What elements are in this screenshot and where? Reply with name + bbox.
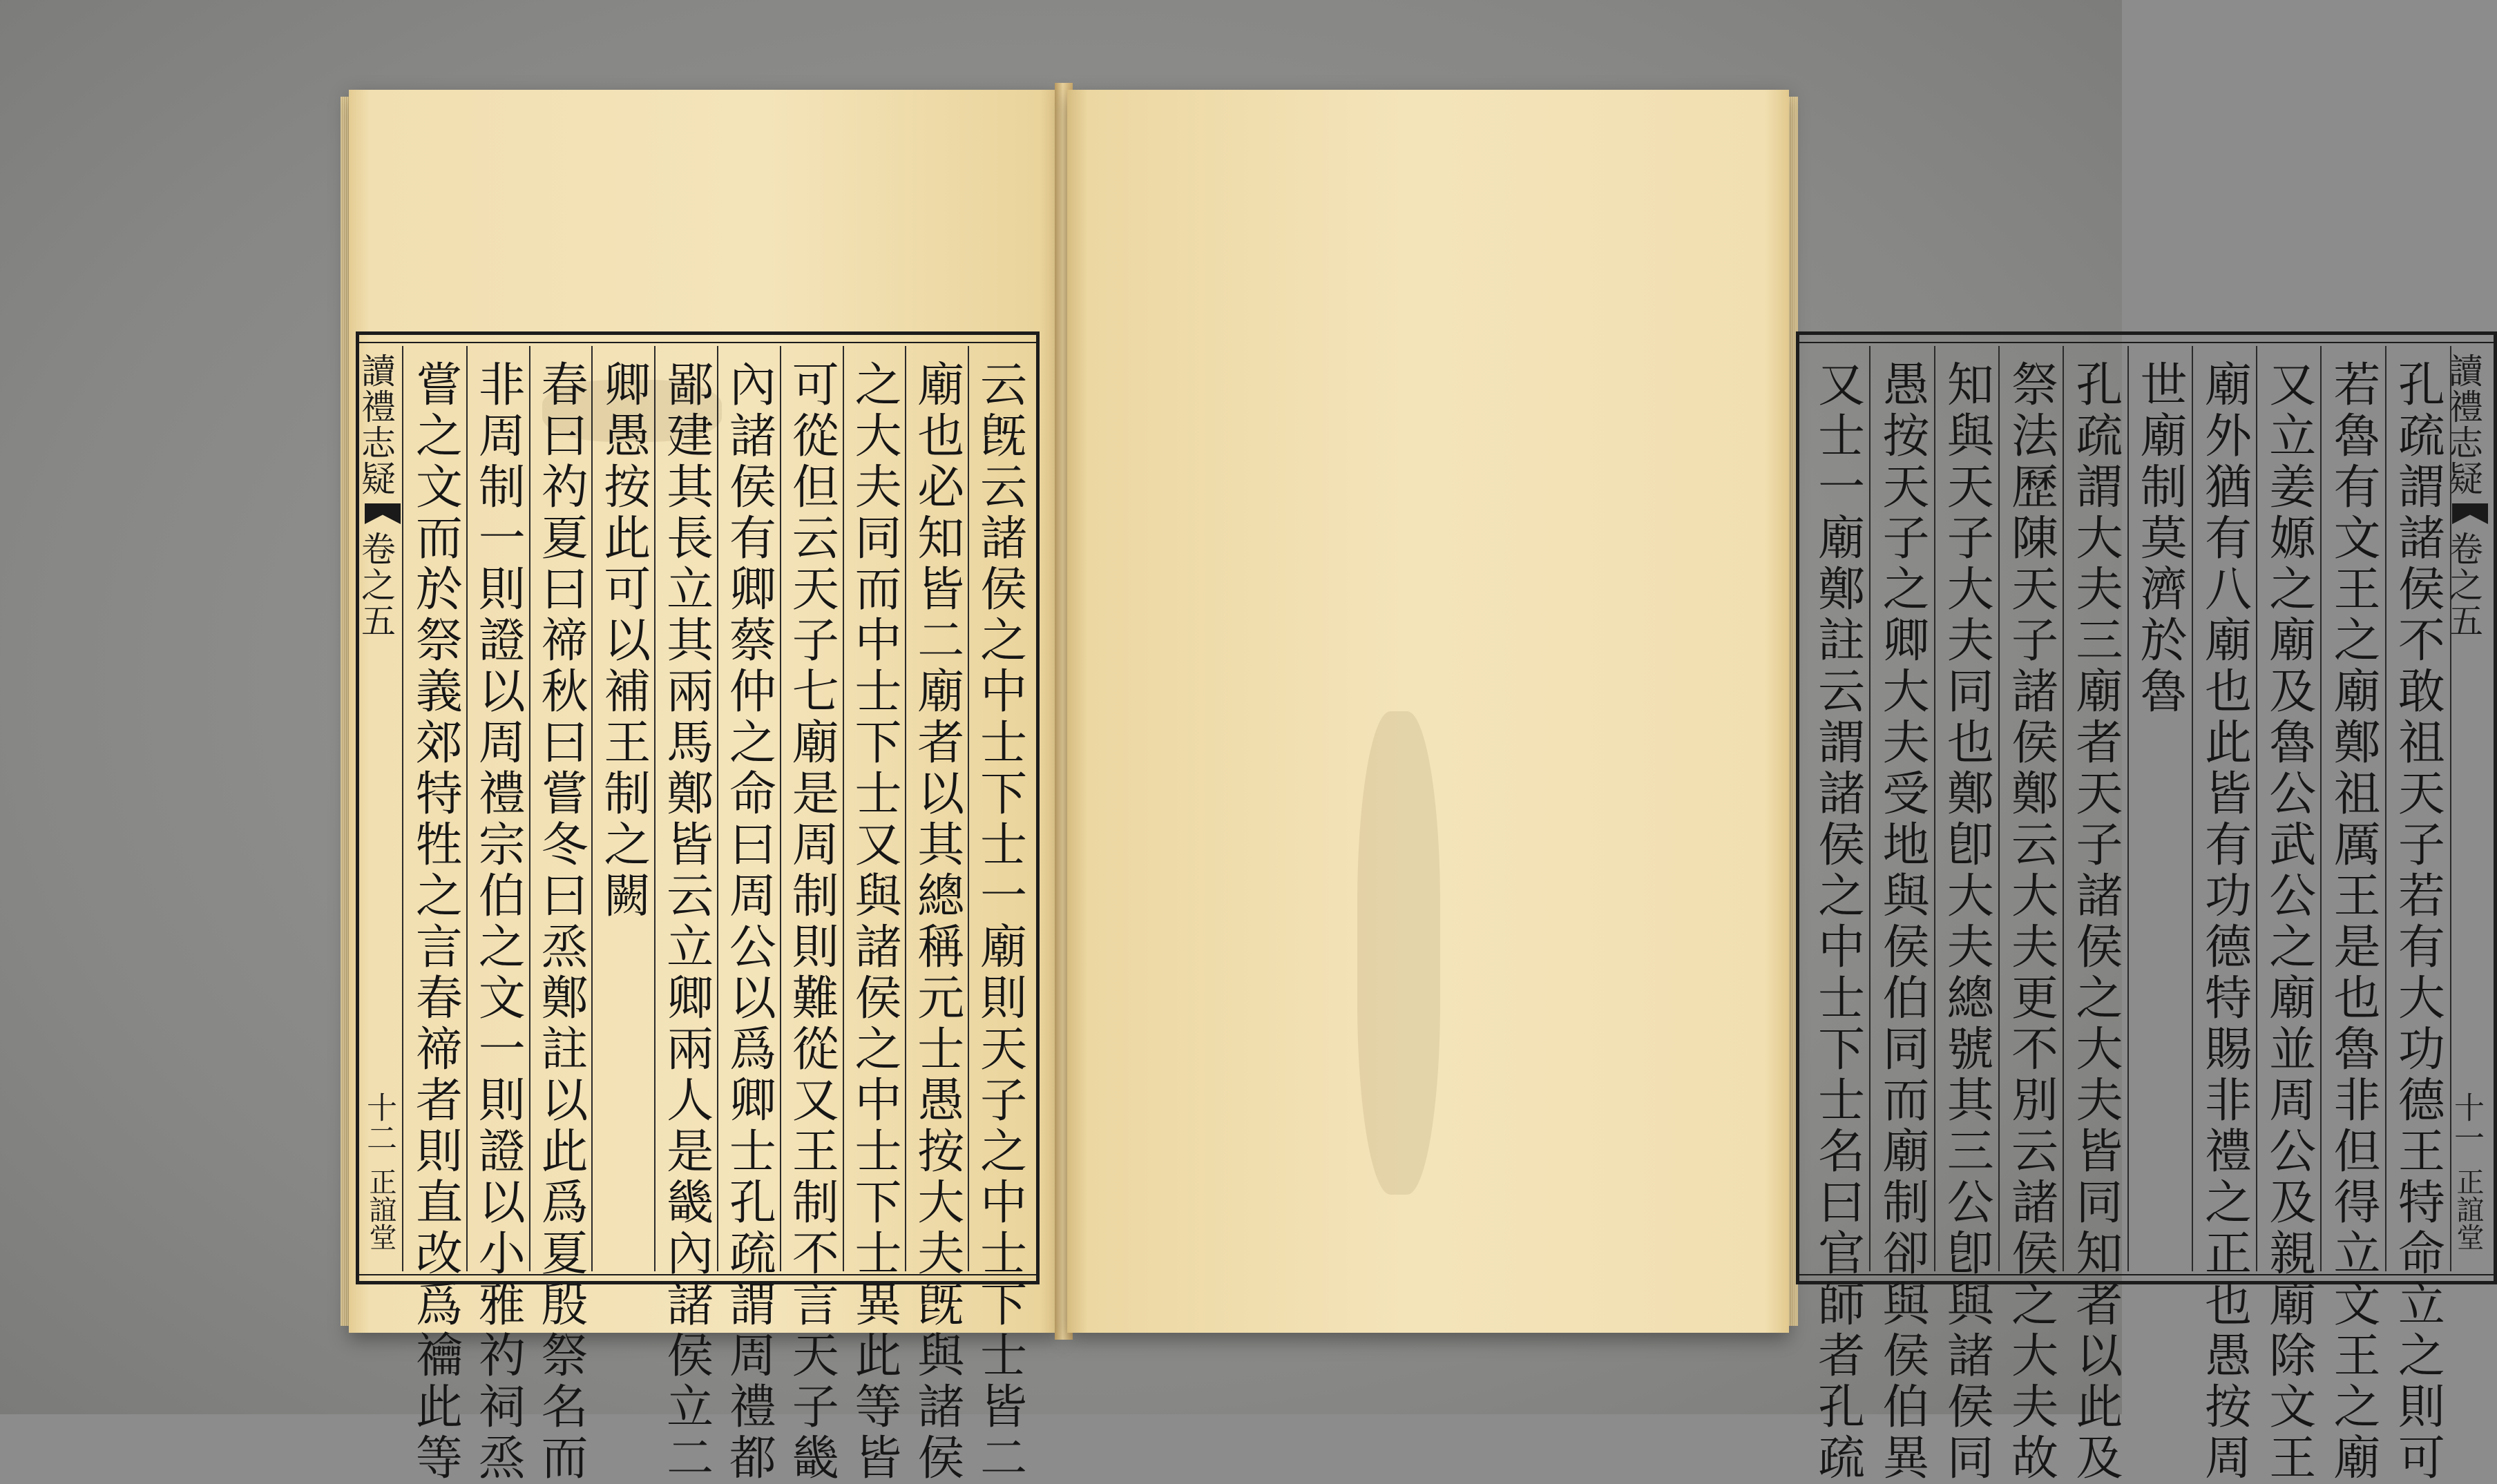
banxin-volume: 卷之五: [356, 531, 396, 639]
right-page: [1067, 90, 2484, 1484]
text-column: 內諸侯有卿蔡仲之命曰周公以爲卿士孔疏謂周禮都: [721, 360, 776, 1484]
column-rule: [2385, 346, 2386, 1271]
left-banxin: [356, 346, 401, 1271]
banxin-publisher: 正誼堂: [2452, 1168, 2484, 1251]
show-through-stain: [1357, 711, 1440, 1195]
text-column: 卿愚按此可以補王制之闕: [595, 360, 651, 922]
column-rule: [2256, 346, 2257, 1271]
column-rule: [654, 346, 656, 1271]
fishtail-mark: [365, 503, 401, 524]
text-column: 若魯有文王之廟鄭祖厲王是也魯非但得立文王之廟: [2326, 360, 2381, 1484]
fishtail-mark: [2452, 503, 2488, 524]
open-book: [349, 83, 2484, 1484]
column-rule: [717, 346, 718, 1271]
column-rule: [780, 346, 781, 1271]
banxin-folio-number: 十二: [361, 1092, 396, 1153]
column-rule: [1934, 346, 1935, 1271]
banxin-title: 讀禮志疑: [356, 353, 396, 497]
banxin-folio-number: 十一: [2449, 1092, 2484, 1153]
column-rule: [2320, 346, 2322, 1271]
column-rule: [2063, 346, 2064, 1271]
text-column: 孔疏謂諸侯不敢祖天子若有大功德王特命立之則可: [2390, 360, 2445, 1484]
column-rule: [968, 346, 969, 1271]
column-rule: [591, 346, 593, 1271]
text-column: 祭法歷陳天子諸侯鄭云大夫更不別云諸侯之大夫故: [2003, 360, 2058, 1484]
banxin-title: 讀禮志疑: [2443, 353, 2483, 497]
column-rule: [2127, 346, 2129, 1271]
text-column: 非周制一則證以周禮宗伯之文一則證以小雅礿祠烝: [470, 360, 526, 1484]
text-column: 愚按天子之卿大夫受地與侯伯同而廟制卻與侯伯異: [1874, 360, 1929, 1484]
column-rule: [2192, 346, 2193, 1271]
text-column: 鄙建其長立其兩馬鄭皆云立卿兩人是畿內諸侯立二: [658, 360, 714, 1484]
banxin-publisher: 正誼堂: [365, 1168, 396, 1251]
text-column: 又士一廟鄭註云謂諸侯之中士下士名曰官師者孔疏: [1810, 360, 1865, 1484]
banxin-divider-rule: [2450, 346, 2451, 1271]
text-column: 廟也必知皆二廟者以其總稱元士愚按大夫旣與諸侯: [909, 360, 964, 1484]
text-column: 嘗之文而於祭義郊特牲之言春禘者則直改爲禴此等: [408, 360, 463, 1484]
column-rule: [843, 346, 844, 1271]
text-column: 世廟制莫濟於魯: [2132, 360, 2188, 717]
text-column: 孔疏謂大夫三廟者天子諸侯之大夫皆同知者以此及: [2067, 360, 2123, 1484]
left-page: [349, 90, 1060, 1484]
right-print-frame: [1796, 331, 2497, 1484]
text-column: 廟外猶有八廟也此皆有功德特賜非禮之正也愚按周: [2197, 360, 2252, 1484]
left-print-frame: [356, 331, 1040, 1484]
text-column: 之大夫同而中士下士又與諸侯之中士下士異此等皆: [847, 360, 901, 1484]
column-rule: [1998, 346, 2000, 1271]
frame-top-rule: [356, 342, 1040, 343]
column-rule: [905, 346, 906, 1271]
text-column: 知與天子大夫同也鄭卽大夫總號其三公卽與諸侯同: [1939, 360, 1994, 1484]
banxin-divider-rule: [402, 346, 403, 1271]
right-banxin: [2443, 346, 2488, 1271]
text-column: 又立姜嫄之廟及魯公武公之廟並周公及親廟除文王: [2261, 360, 2316, 1484]
text-column: 云旣云諸侯之中士下士一廟則天子之中士下士皆二: [972, 360, 1027, 1484]
text-column: 可從但云天子七廟是周制則難從又王制不言天子畿: [784, 360, 839, 1484]
text-column: 春曰礿夏曰禘秋曰嘗冬曰烝鄭註以此爲夏殷祭名而: [533, 360, 588, 1484]
column-rule: [1869, 346, 1871, 1271]
frame-top-rule: [1796, 342, 2497, 343]
column-rule: [466, 346, 468, 1271]
column-rule: [529, 346, 530, 1271]
banxin-volume: 卷之五: [2443, 531, 2483, 639]
